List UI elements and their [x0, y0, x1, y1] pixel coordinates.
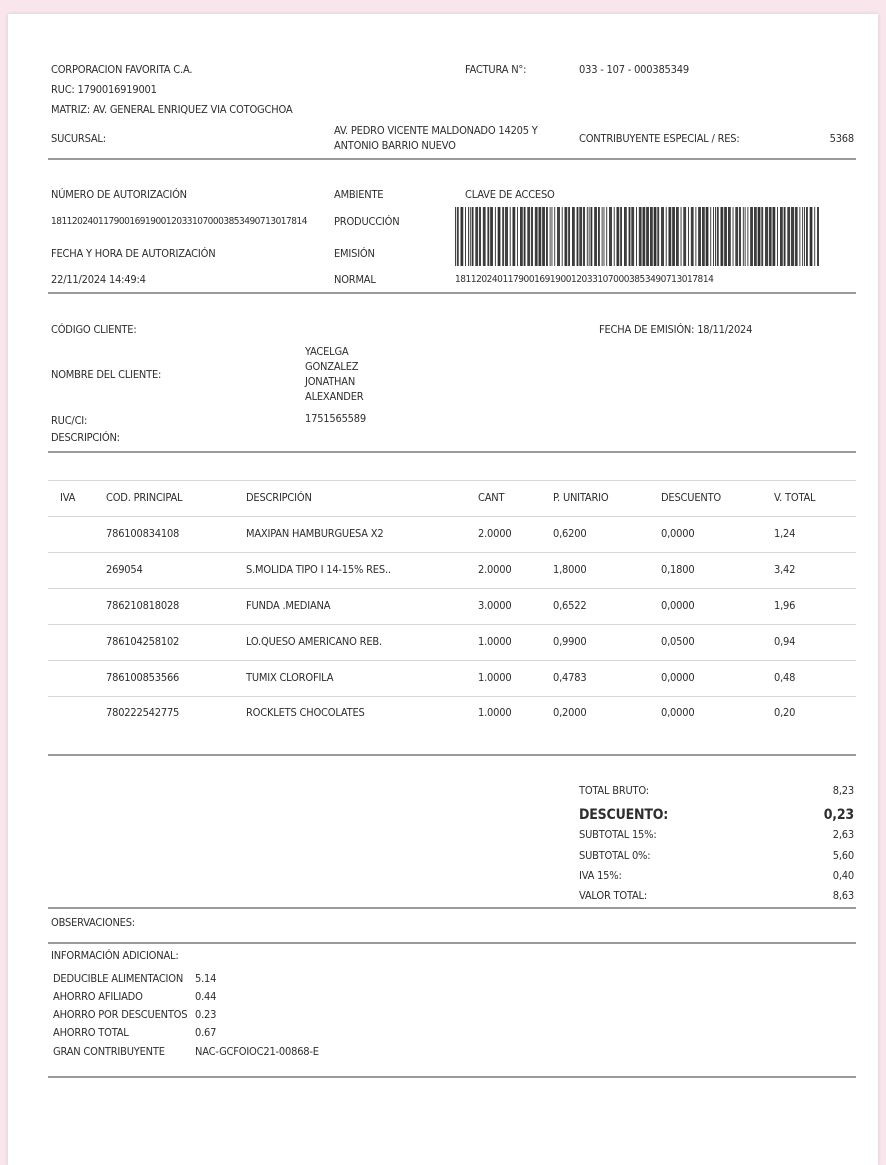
row-divider — [48, 516, 856, 517]
cell-v-total: 3,42 — [774, 563, 796, 576]
cell-cant: 2.0000 — [478, 527, 512, 540]
divider — [48, 1076, 856, 1078]
subtotal-0-value: 5,60 — [832, 849, 854, 862]
cell-cant: 2.0000 — [478, 563, 512, 576]
cell-cant: 1.0000 — [478, 706, 512, 719]
cell-cod: 780222542775 — [106, 706, 180, 719]
ambiente-value: PRODUCCIÓN — [334, 215, 400, 228]
contribuyente-label: CONTRIBUYENTE ESPECIAL / RES: — [579, 132, 740, 145]
factura-number: 033 - 107 - 000385349 — [579, 63, 689, 76]
cell-descripcion: MAXIPAN HAMBURGUESA X2 — [246, 527, 384, 540]
auth-date-value: 22/11/2024 14:49:4 — [51, 273, 146, 286]
sucursal-address-line2: ANTONIO BARRIO NUEVO — [334, 139, 456, 152]
cell-descripcion: LO.QUESO AMERICANO REB. — [246, 635, 382, 648]
auth-number-value: 1811202401179001691900120331070003853490713017814 — [51, 216, 307, 227]
info-value: 0.23 — [195, 1008, 217, 1021]
divider — [48, 158, 856, 160]
header-cant: CANT — [478, 491, 505, 504]
cell-v-total: 0,20 — [774, 706, 796, 719]
client-name-line: YACELGA — [305, 345, 349, 358]
client-name-line: ALEXANDER — [305, 390, 364, 403]
info-value: 0.67 — [195, 1026, 217, 1039]
cell-v-total: 1,24 — [774, 527, 796, 540]
cell-p-unitario: 0,6200 — [553, 527, 587, 540]
barcode-image — [455, 207, 819, 266]
cell-cant: 3.0000 — [478, 599, 512, 612]
row-divider — [48, 660, 856, 661]
cell-v-total: 0,94 — [774, 635, 796, 648]
cell-descuento: 0,0000 — [661, 527, 695, 540]
info-key: GRAN CONTRIBUYENTE — [53, 1045, 165, 1058]
contribuyente-value: 5368 — [829, 132, 854, 145]
divider — [48, 942, 856, 944]
header-v-total: V. TOTAL — [774, 491, 816, 504]
client-code-label: CÓDIGO CLIENTE: — [51, 323, 137, 336]
info-value: NAC-GCFOIOC21-00868-E — [195, 1045, 319, 1058]
divider — [48, 754, 856, 756]
total-bruto-value: 8,23 — [832, 784, 854, 797]
issue-date: FECHA DE EMISIÓN: 18/11/2024 — [599, 323, 753, 336]
row-divider — [48, 624, 856, 625]
row-divider — [48, 696, 856, 697]
info-key: AHORRO TOTAL — [53, 1026, 129, 1039]
cell-cod: 786210818028 — [106, 599, 180, 612]
client-name-line: GONZALEZ — [305, 360, 359, 373]
company-name: CORPORACION FAVORITA C.A. — [51, 63, 193, 76]
company-ruc: RUC: 1790016919001 — [51, 83, 157, 96]
row-divider — [48, 552, 856, 553]
client-name-value — [305, 344, 363, 404]
descuento-value: 0,23 — [823, 807, 854, 823]
subtotal-15-label: SUBTOTAL 15%: — [579, 828, 657, 841]
cell-v-total: 0,48 — [774, 671, 796, 684]
header-p-unitario: P. UNITARIO — [553, 491, 609, 504]
cell-descuento: 0,0500 — [661, 635, 695, 648]
observaciones-label: OBSERVACIONES: — [51, 916, 135, 929]
cell-descripcion: ROCKLETS CHOCOLATES — [246, 706, 365, 719]
header-cod-principal: COD. PRINCIPAL — [106, 491, 183, 504]
info-key: AHORRO POR DESCUENTOS — [53, 1008, 188, 1021]
info-value: 0.44 — [195, 990, 217, 1003]
cell-cod: 786100834108 — [106, 527, 180, 540]
subtotal-0-label: SUBTOTAL 0%: — [579, 849, 651, 862]
table-top-border — [48, 480, 856, 481]
cell-p-unitario: 0,4783 — [553, 671, 587, 684]
valor-total-label: VALOR TOTAL: — [579, 889, 647, 902]
cell-p-unitario: 0,6522 — [553, 599, 587, 612]
header-descripcion: DESCRIPCIÓN — [246, 491, 312, 504]
cell-descuento: 0,0000 — [661, 599, 695, 612]
cell-v-total: 1,96 — [774, 599, 796, 612]
client-ruc-label: RUC/CI: — [51, 414, 88, 427]
emision-label: EMISIÓN — [334, 247, 375, 260]
cell-cant: 1.0000 — [478, 671, 512, 684]
header-descuento: DESCUENTO — [661, 491, 721, 504]
iva-label: IVA 15%: — [579, 869, 622, 882]
company-matriz: MATRIZ: AV. GENERAL ENRIQUEZ VIA COTOGCHOA — [51, 103, 293, 116]
cell-descuento: 0,0000 — [661, 706, 695, 719]
cell-descripcion: FUNDA .MEDIANA — [246, 599, 331, 612]
cell-cant: 1.0000 — [478, 635, 512, 648]
info-adicional-label: INFORMACIÓN ADICIONAL: — [51, 949, 179, 962]
clave-acceso-value: 1811202401179001691900120331070003853490713017814 — [455, 274, 714, 285]
cell-p-unitario: 1,8000 — [553, 563, 587, 576]
total-bruto-label: TOTAL BRUTO: — [579, 784, 649, 797]
info-key: DEDUCIBLE ALIMENTACION — [53, 972, 184, 985]
ambiente-label: AMBIENTE — [334, 188, 384, 201]
cell-descripcion: TUMIX CLOROFILA — [246, 671, 334, 684]
row-divider — [48, 588, 856, 589]
cell-descripcion: S.MOLIDA TIPO I 14-15% RES.. — [246, 563, 391, 576]
valor-total-value: 8,63 — [832, 889, 854, 902]
auth-number-label: NÚMERO DE AUTORIZACIÓN — [51, 188, 187, 201]
divider — [48, 451, 856, 453]
description-label: DESCRIPCIÓN: — [51, 431, 120, 444]
invoice-page — [8, 14, 878, 1165]
emision-value: NORMAL — [334, 273, 376, 286]
iva-value: 0,40 — [832, 869, 854, 882]
sucursal-address-line1: AV. PEDRO VICENTE MALDONADO 14205 Y — [334, 124, 538, 137]
divider — [48, 907, 856, 909]
cell-p-unitario: 0,9900 — [553, 635, 587, 648]
cell-cod: 786104258102 — [106, 635, 180, 648]
cell-cod: 269054 — [106, 563, 143, 576]
factura-label: FACTURA N°: — [465, 63, 527, 76]
cell-descuento: 0,0000 — [661, 671, 695, 684]
cell-p-unitario: 0,2000 — [553, 706, 587, 719]
clave-acceso-label: CLAVE DE ACCESO — [465, 188, 555, 201]
client-name-label: NOMBRE DEL CLIENTE: — [51, 368, 162, 381]
subtotal-15-value: 2,63 — [832, 828, 854, 841]
cell-descuento: 0,1800 — [661, 563, 695, 576]
client-name-line: JONATHAN — [305, 375, 356, 388]
descuento-label: DESCUENTO: — [579, 807, 669, 823]
info-value: 5.14 — [195, 972, 217, 985]
cell-cod: 786100853566 — [106, 671, 180, 684]
sucursal-label: SUCURSAL: — [51, 132, 106, 145]
info-key: AHORRO AFILIADO — [53, 990, 143, 1003]
header-iva: IVA — [60, 491, 76, 504]
divider — [48, 292, 856, 294]
client-ruc-value: 1751565589 — [305, 412, 366, 425]
auth-date-label: FECHA Y HORA DE AUTORIZACIÓN — [51, 247, 216, 260]
